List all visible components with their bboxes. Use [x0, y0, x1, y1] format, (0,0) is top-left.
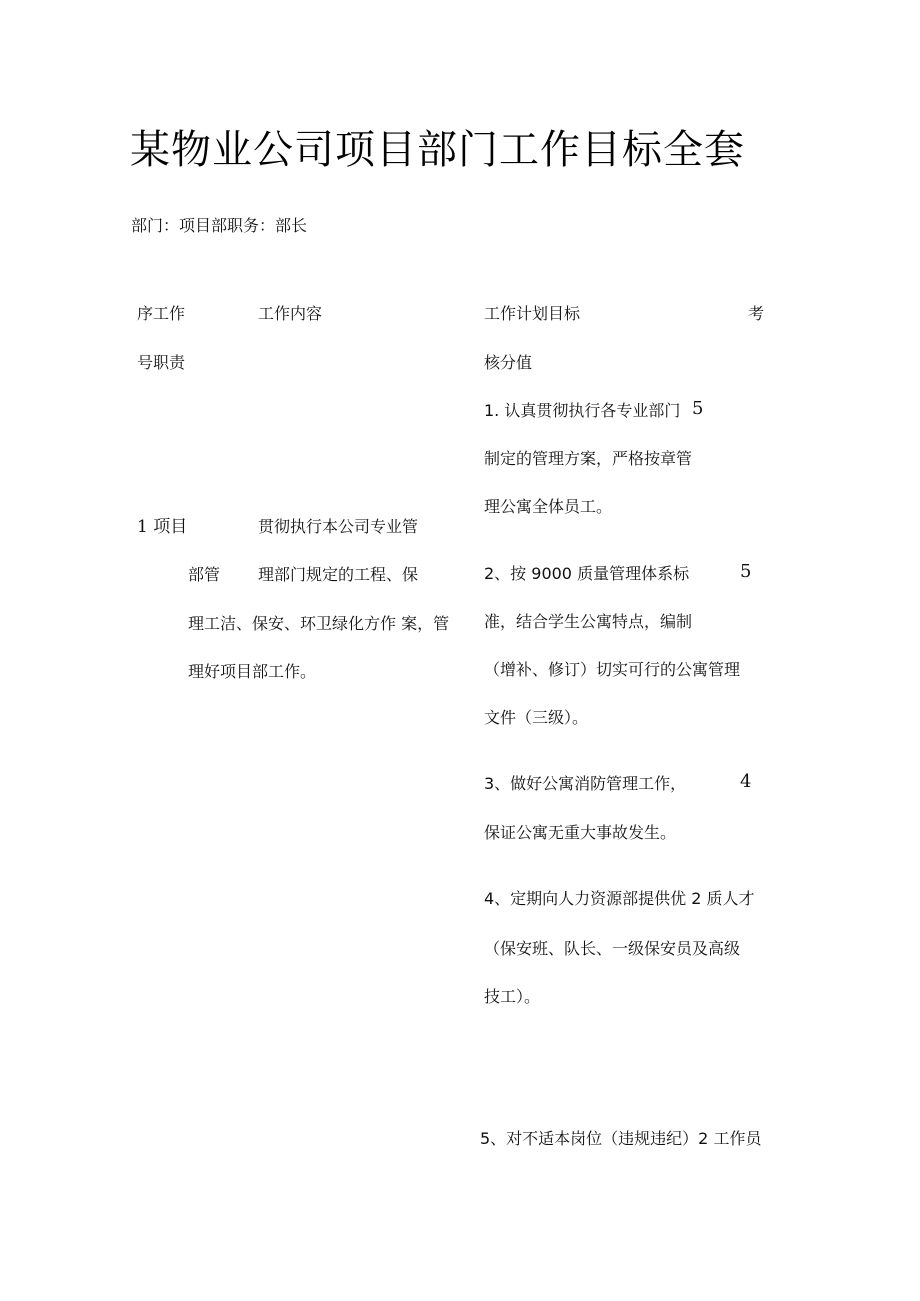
row1-content-line3: 理好项目部工作。 [188, 662, 317, 681]
goal3-score: 4 [740, 771, 752, 792]
goal2-score: 5 [740, 561, 752, 582]
goal3-line2: 保证公寓无重大事故发生。 [484, 823, 677, 842]
goal4-line1: 4、定期向人力资源部提供优 2 质人才 [484, 889, 755, 908]
goal1-score: 5 [692, 398, 704, 419]
row1-duty-end: 理工洁、保安、环卫绿化方作 案，管 [188, 614, 450, 633]
document-title: 某物业公司项目部门工作目标全套 [130, 127, 745, 173]
header-col1-line2: 号职责 [137, 353, 186, 372]
header-col2: 工作内容 [258, 304, 323, 323]
goal4-line2: （保安班、队长、一级保安员及高级 [484, 939, 741, 958]
department-line: 部门：项目部职务：部长 [131, 216, 308, 235]
goal1-line2: 制定的管理方案，严格按章管 [484, 449, 693, 468]
goal3-line1: 3、做好公寓消防管理工作， [484, 774, 687, 793]
goal5-line1: 5、对不适本岗位（违规违纪）2 工作员 [480, 1129, 762, 1148]
row1-content-line1: 贯彻执行本公司专业管 [258, 517, 419, 536]
header-col1-line1: 序工作 [137, 304, 186, 323]
goal2-line2: 准，结合学生公寓特点，编制 [484, 612, 693, 631]
goal4-line3: 技工）。 [484, 987, 541, 1006]
header-col3: 工作计划目标 [484, 304, 581, 323]
header-col3-line2: 核分值 [484, 353, 533, 372]
header-col4: 考 [748, 304, 765, 323]
goal2-line4: 文件（三级）。 [484, 708, 589, 727]
goal1-line3: 理公寓全体员工。 [484, 497, 613, 516]
row1-duty-cont: 部管 [188, 565, 221, 584]
goal2-line3: （增补、修订）切实可行的公寓管理 [484, 660, 741, 679]
goal1-line1: 1. 认真贯彻执行各专业部门 [484, 401, 681, 420]
row1-content-line2: 理部门规定的工程、保 [258, 565, 419, 584]
goal2-line1: 2、按 9000 质量管理体系标 [484, 564, 690, 583]
row1-number-label: 1 项目 [137, 517, 188, 537]
